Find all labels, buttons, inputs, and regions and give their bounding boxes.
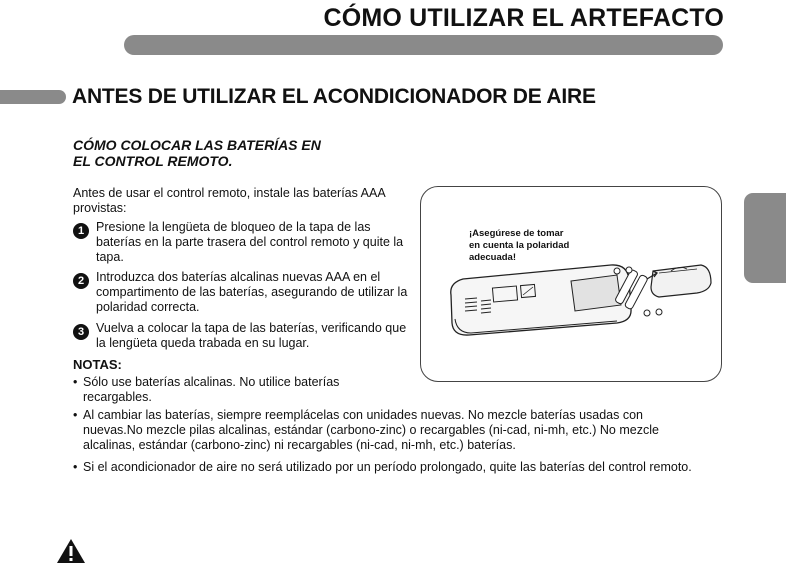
step-2 — [73, 270, 418, 315]
note-item — [73, 460, 693, 475]
battery-illustration-box — [420, 186, 722, 382]
step-number-badge-icon: 3 — [73, 324, 89, 340]
section-heading: ANTES DE UTILIZAR EL ACONDICIONADOR DE AIRE — [72, 85, 596, 108]
step-text: Presione la lengüeta de bloqueo de la tapa de las baterías en la parte trasera del control remoto y quite la tapa. — [96, 220, 404, 264]
title-underline-bar — [124, 35, 723, 55]
chapter-side-tab — [744, 193, 786, 283]
bullet: • — [73, 460, 78, 474]
note-text: Al cambiar las baterías, siempre reemplácelas con unidades nuevas. No mezcle baterías usadas con nuevas.No mezcle pilas alcalinas, estándar (carbono-zinc) o recargables (ni-cad, ni-mh, etc.) No mezcle alcalinas, estándar (carbono-zinc) ni recargables (ni-cad, ni-mh, etc.) baterías. — [83, 408, 659, 452]
intro-text: Antes de usar el control remoto, instale las baterías AAA provistas: — [73, 186, 385, 215]
note-item — [73, 375, 373, 405]
note-text: Sólo use baterías alcalinas. No utilice baterías recargables. — [83, 375, 340, 404]
callout-line: adecuada! — [469, 252, 516, 263]
step-number-badge-icon: 1 — [73, 223, 89, 239]
bullet: • — [73, 408, 78, 422]
step-text: Vuelva a colocar la tapa de las baterías, verificando que la lengüeta queda trabada en su lugar. — [96, 321, 407, 350]
sub-heading-line: CÓMO COLOCAR LAS BATERÍAS EN — [73, 137, 321, 153]
notes-title: NOTAS: — [73, 357, 122, 372]
sub-heading-line: EL CONTROL REMOTO. — [73, 153, 233, 169]
page-title: CÓMO UTILIZAR EL ARTEFACTO — [323, 4, 724, 32]
callout-line: ¡Asegúrese de tomar — [469, 228, 564, 239]
bullet: • — [73, 375, 78, 389]
note-text: Si el acondicionador de aire no será utilizado por un período prolongado, quite las baterías del control remoto. — [83, 460, 692, 474]
note-item — [73, 408, 689, 453]
remote-battery-illustration-icon — [421, 187, 721, 381]
step-text: Introduzca dos baterías alcalinas nuevas AAA en el compartimento de las baterías, asegurando de utilizar la polaridad correcta. — [96, 270, 408, 314]
step-3 — [73, 321, 418, 351]
step-1 — [73, 220, 418, 265]
callout-line: en cuenta la polaridad — [469, 240, 570, 251]
section-marker-pill — [0, 90, 66, 104]
step-number-badge-icon: 2 — [73, 273, 89, 289]
sub-heading — [73, 137, 393, 169]
warning-triangle-icon — [56, 538, 86, 564]
